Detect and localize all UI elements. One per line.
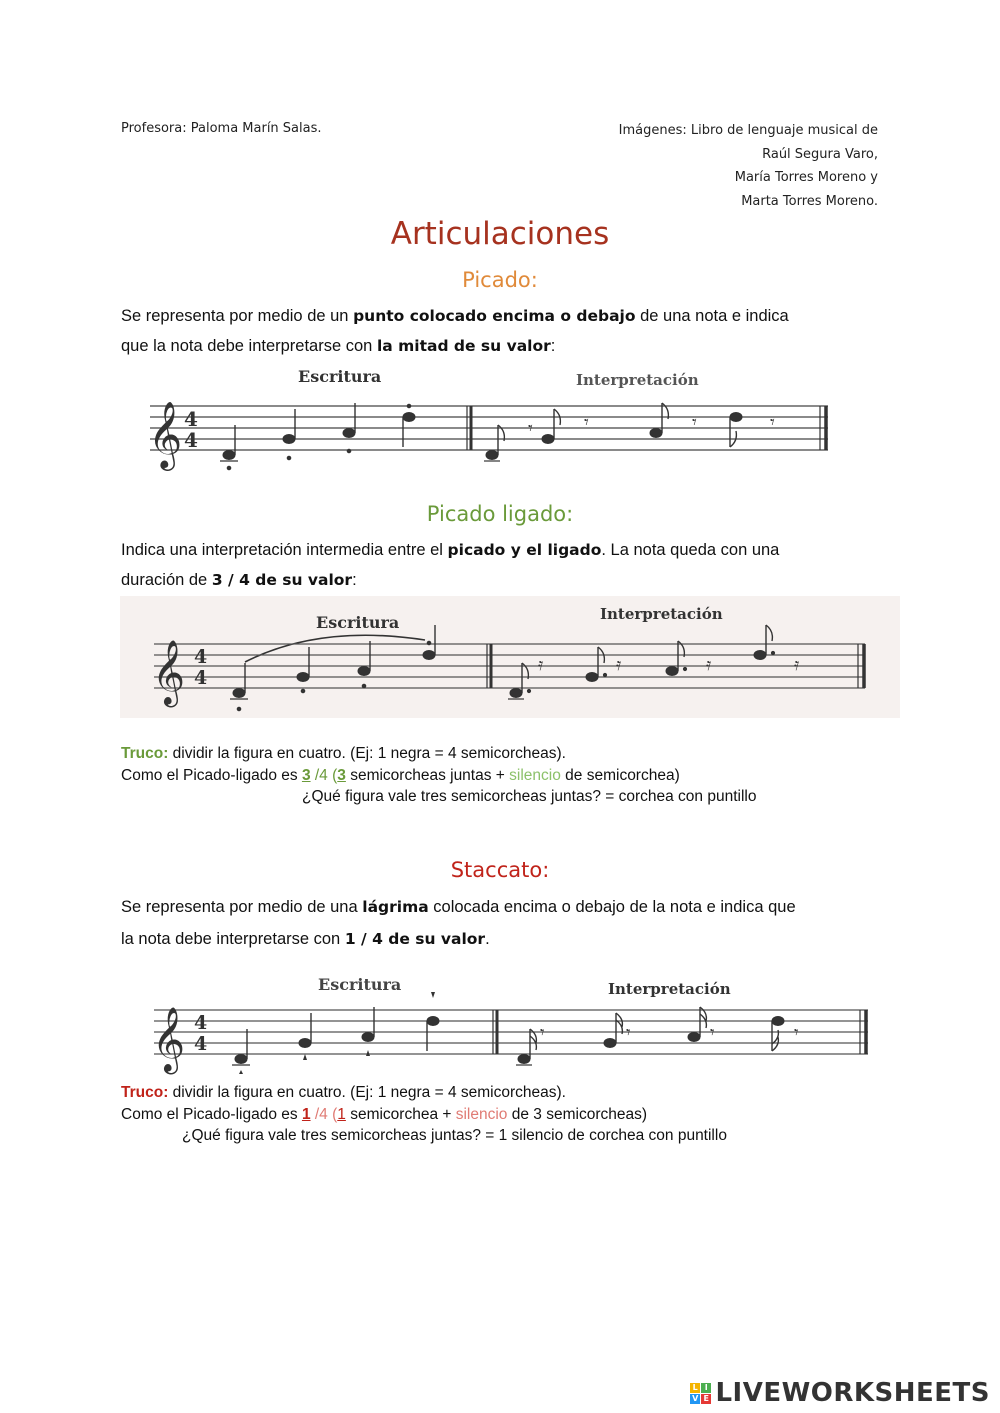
numerator: 1 [301,1105,311,1123]
time-signature-denominator: 4 [194,667,208,689]
bold-run: lágrima [362,898,429,916]
svg-text:𝄾: 𝄾 [794,1023,799,1043]
image-credit-line: María Torres Moreno y [734,170,878,185]
text-run: dividir la figura en cuatro. (Ej: 1 negra = 4 semicorcheas). [168,1084,566,1101]
trick-question: ¿Qué figura vale tres semicorcheas juntas? = 1 silencio de corchea con puntillo [182,1127,727,1144]
logo-block: V [692,1393,699,1403]
treble-clef-icon: 𝄞 [152,640,186,705]
text-run: de una nota e indica [635,307,789,325]
text-run: duración de [121,571,212,589]
silence-word: silencio [509,766,561,784]
trick-label: Truco: [121,1084,169,1101]
treble-clef-icon: 𝄞 [148,400,183,468]
svg-text:𝄾: 𝄾 [540,1023,545,1043]
liveworksheets-logo[interactable] [690,1378,990,1408]
staccato-description [121,891,891,955]
slur [245,635,425,662]
time-signature-numerator: 4 [184,407,198,431]
svg-text:𝄾: 𝄾 [710,1023,715,1043]
score-label-interpretacion: Interpretación [600,605,723,623]
picado-ligado-description [121,535,891,595]
section-heading-picado: Picado: [462,268,538,292]
score-label-escritura: Escritura [316,613,400,632]
svg-text:𝄿: 𝄿 [706,655,712,675]
teacher-credit: Profesora: Paloma Marín Salas. [121,121,322,136]
svg-text:𝄾: 𝄾 [584,412,589,433]
staff-lines [154,1010,868,1054]
numerator: 3 [337,766,346,784]
staff-lines [150,406,828,450]
trick-question: ¿Qué figura vale tres semicorcheas juntas? = corchea con puntillo [302,788,757,805]
staccato-trick [121,1082,901,1147]
staccato-score [148,968,878,1080]
score-label-escritura: Escritura [298,367,382,386]
bold-run: punto colocado encima o debajo [353,307,636,325]
numerator: 3 [301,766,311,784]
text-run: /4 ( [310,766,338,784]
picado-ligado-trick [121,743,901,808]
text-run: : [550,337,556,355]
text-run: que la nota debe interpretarse con [121,337,377,355]
bold-run: la mitad de su valor [376,337,551,355]
text-run: semicorcheas juntas + [345,766,510,784]
text-run: Como el Picado-ligado es [121,1105,302,1123]
text-run: . La nota queda con una [601,541,780,559]
text-run: Como el Picado-ligado es [121,766,302,784]
logo-blocks-icon [690,1383,711,1404]
bold-run: picado y el ligado [447,541,602,559]
svg-text:𝄾: 𝄾 [692,412,697,433]
treble-clef-icon: 𝄞 [152,1007,186,1072]
logo-block: E [701,1394,711,1404]
text-run: de 3 semicorcheas) [507,1105,647,1123]
text-run: Se representa por medio de una [121,898,363,916]
score-label-escritura: Escritura [318,975,402,994]
picado-score [140,362,840,477]
picado-description [121,301,891,361]
notes-interpretacion [484,403,775,461]
text-run: . [485,930,490,948]
logo-block: L [690,1383,700,1393]
svg-text:𝄿: 𝄿 [794,655,800,675]
trick-label: Truco: [121,745,169,762]
svg-text:𝄿: 𝄿 [538,655,544,675]
page-title: Articulaciones [390,216,610,252]
score-label-interpretacion: Interpretación [608,980,731,998]
text-run: dividir la figura en cuatro. (Ej: 1 negra = 4 semicorcheas). [168,745,566,762]
text-run: la nota debe interpretarse con [121,930,345,948]
text-run: : [352,571,357,589]
svg-text:𝄾: 𝄾 [770,412,775,433]
image-credit-line: Raúl Segura Varo, [762,146,878,162]
silence-word: silencio [455,1105,508,1123]
text-run: Se representa por medio de un [121,307,354,325]
svg-text:𝄾: 𝄾 [528,418,533,439]
brand-name: LIVEWORKSHEETS [715,1378,990,1408]
score-label-interpretacion: Interpretación [576,371,699,389]
text-run: semicorchea + [345,1105,456,1123]
notes-interpretacion [516,1007,799,1065]
time-signature-numerator: 4 [194,646,208,668]
notes-escritura [232,992,439,1074]
picado-ligado-score [120,596,900,718]
image-credit-line: Marta Torres Moreno. [741,193,878,209]
time-signature-denominator: 4 [184,428,198,452]
text-run: colocada encima o debajo de la nota e indica que [428,898,796,916]
text-run: de semicorchea) [560,766,680,784]
svg-text:𝄿: 𝄿 [616,655,622,675]
text-run: /4 ( [310,1105,338,1123]
image-credits [619,119,878,213]
section-heading-staccato: Staccato: [450,858,550,882]
numerator: 1 [337,1105,346,1123]
image-credit-line: Imágenes: Libro de lenguaje musical de [618,123,878,138]
time-signature-denominator: 4 [194,1033,208,1055]
notes-escritura [220,403,415,470]
text-run: Indica una interpretación intermedia entre el [121,541,448,559]
bold-run: 3 / 4 de su valor [211,571,353,589]
bold-run: 1 / 4 de su valor [344,930,486,948]
section-heading-picado-ligado: Picado ligado: [426,502,574,526]
svg-text:𝄾: 𝄾 [626,1023,631,1043]
time-signature-numerator: 4 [194,1012,208,1034]
logo-block: I [701,1383,711,1393]
